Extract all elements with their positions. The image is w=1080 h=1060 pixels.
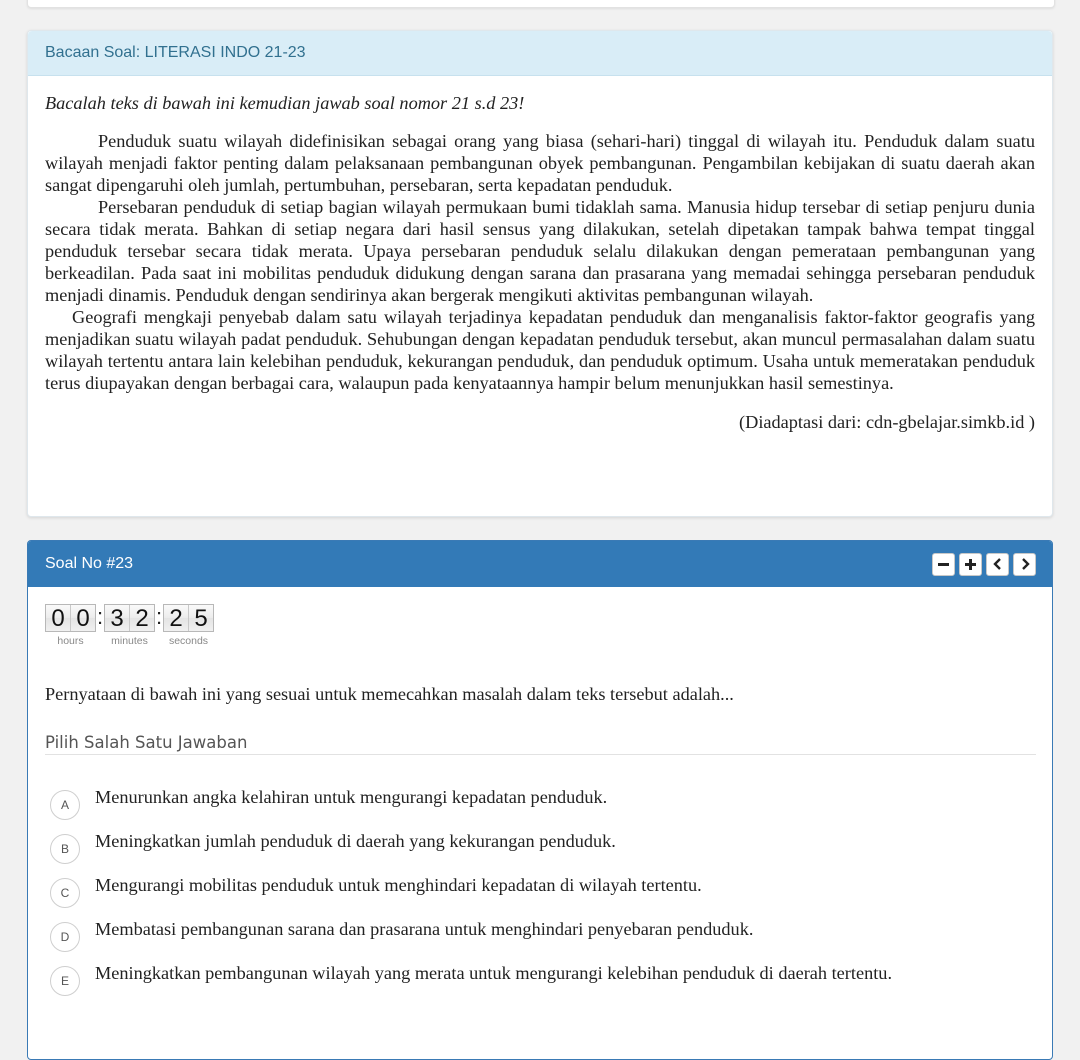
timer-separator: : bbox=[155, 604, 163, 629]
next-question-button[interactable] bbox=[1013, 553, 1036, 576]
plus-icon bbox=[965, 559, 976, 570]
option-letter[interactable]: D bbox=[50, 922, 80, 952]
answer-option-d[interactable] bbox=[50, 918, 753, 952]
chevron-left-icon bbox=[993, 558, 1003, 570]
question-title: Soal No #23 bbox=[45, 555, 134, 572]
answer-option-e[interactable] bbox=[50, 962, 892, 996]
question-text: Pernyataan di bawah ini yang sesuai untuk memecahkan masalah dalam teks tersebut adalah... bbox=[45, 684, 734, 704]
option-letter[interactable]: A bbox=[50, 790, 80, 820]
timer-label-seconds: seconds bbox=[168, 635, 209, 647]
option-letter[interactable]: C bbox=[50, 878, 80, 908]
timer-minutes bbox=[104, 604, 155, 647]
reading-panel-title: Bacaan Soal: LITERASI INDO 21-23 bbox=[28, 31, 1052, 76]
reading-instruction: Bacalah teks di bawah ini kemudian jawab soal nomor 21 s.d 23! bbox=[45, 93, 525, 113]
timer-digit: 5 bbox=[188, 605, 213, 631]
option-text[interactable]: Membatasi pembangunan sarana dan prasarana untuk menghindari penyebaran penduduk. bbox=[95, 919, 754, 939]
timer-separator: : bbox=[96, 604, 104, 629]
timer-digit: 0 bbox=[70, 605, 95, 631]
question-panel bbox=[27, 540, 1053, 1060]
option-text[interactable]: Meningkatkan pembangunan wilayah yang merata untuk mengurangi kelebihan penduduk di daerah tertentu. bbox=[95, 963, 893, 983]
collapse-button[interactable] bbox=[932, 553, 955, 576]
timer-digit: 0 bbox=[46, 605, 70, 631]
minus-icon bbox=[938, 559, 949, 570]
answer-option-b[interactable] bbox=[50, 830, 616, 864]
reading-paragraph: Geografi mengkaji penyebab dalam satu wilayah terjadinya kepadatan penduduk dan menganalisis faktor-faktor geografis yang menjadikan suatu wilayah padat penduduk. Sehubungan dengan kepadatan penduduk tersebut, akan muncul permasalahan dalam suatu wilayah tertentu antara lain kelebihan penduduk, kekurangan penduduk, dan penduduk optimum. Usaha untuk memeratakan penduduk terus diupayakan dengan berbagai cara, walaupun pada kenyataannya hampir belum menunjukkan hasil semestinya. bbox=[45, 307, 1035, 393]
answer-option-a[interactable] bbox=[50, 786, 607, 820]
reading-body bbox=[28, 76, 1052, 433]
chevron-right-icon bbox=[1020, 558, 1030, 570]
timer-digit: 2 bbox=[129, 605, 154, 631]
timer-label-minutes: minutes bbox=[111, 635, 148, 647]
reading-paragraph: Persebaran penduduk di setiap bagian wilayah permukaan bumi tidaklah sama. Manusia hidup tersebar di setiap penjuru dunia secara tidak merata. Bahkan di setiap negara dari hasil sensus yang dilakukan, setelah dipetakan tampak bahwa tempat tinggal penduduk tersebar secara tidak merata. Upaya persebaran penduduk selalu dilakukan dengan pemerataan pembangunan yang berkeadilan. Pada saat ini mobilitas penduduk didukung dengan sarana dan prasarana yang memadai sehingga persebaran penduduk menjadi dinamis. Penduduk dengan sendirinya akan bergerak mengikuti aktivitas pembangunan wilayah. bbox=[45, 197, 1035, 305]
choose-answer-label: Pilih Salah Satu Jawaban bbox=[45, 733, 1036, 755]
timer-hours bbox=[45, 604, 96, 647]
option-letter[interactable]: B bbox=[50, 834, 80, 864]
question-nav bbox=[932, 553, 1036, 576]
previous-panel-bottom bbox=[27, 0, 1055, 8]
timer-digit: 3 bbox=[105, 605, 129, 631]
option-text[interactable]: Mengurangi mobilitas penduduk untuk menghindari kepadatan di wilayah tertentu. bbox=[95, 875, 702, 895]
countdown-timer bbox=[45, 604, 214, 647]
option-text[interactable]: Meningkatkan jumlah penduduk di daerah yang kekurangan penduduk. bbox=[95, 831, 616, 851]
option-text[interactable]: Menurunkan angka kelahiran untuk mengurangi kepadatan penduduk. bbox=[95, 787, 608, 807]
timer-seconds bbox=[163, 604, 214, 647]
answer-option-c[interactable] bbox=[50, 874, 702, 908]
option-letter[interactable]: E bbox=[50, 966, 80, 996]
timer-label-hours: hours bbox=[57, 635, 84, 647]
reading-source: (Diadaptasi dari: cdn-gbelajar.simkb.id ) bbox=[739, 412, 1035, 432]
reading-paragraph: Penduduk suatu wilayah didefinisikan sebagai orang yang biasa (sehari-hari) tinggal di wilayah itu. Penduduk dalam suatu wilayah menjadi faktor penting dalam pelaksanaan pembangunan obyek pembangunan. Pengambilan kebijakan di suatu daerah akan sangat dipengaruhi oleh jumlah, pertumbuhan, persebaran, serta kepadatan penduduk. bbox=[45, 131, 1035, 195]
question-header bbox=[28, 541, 1052, 587]
expand-button[interactable] bbox=[959, 553, 982, 576]
reading-panel bbox=[27, 30, 1053, 517]
timer-digit: 2 bbox=[164, 605, 188, 631]
previous-question-button[interactable] bbox=[986, 553, 1009, 576]
